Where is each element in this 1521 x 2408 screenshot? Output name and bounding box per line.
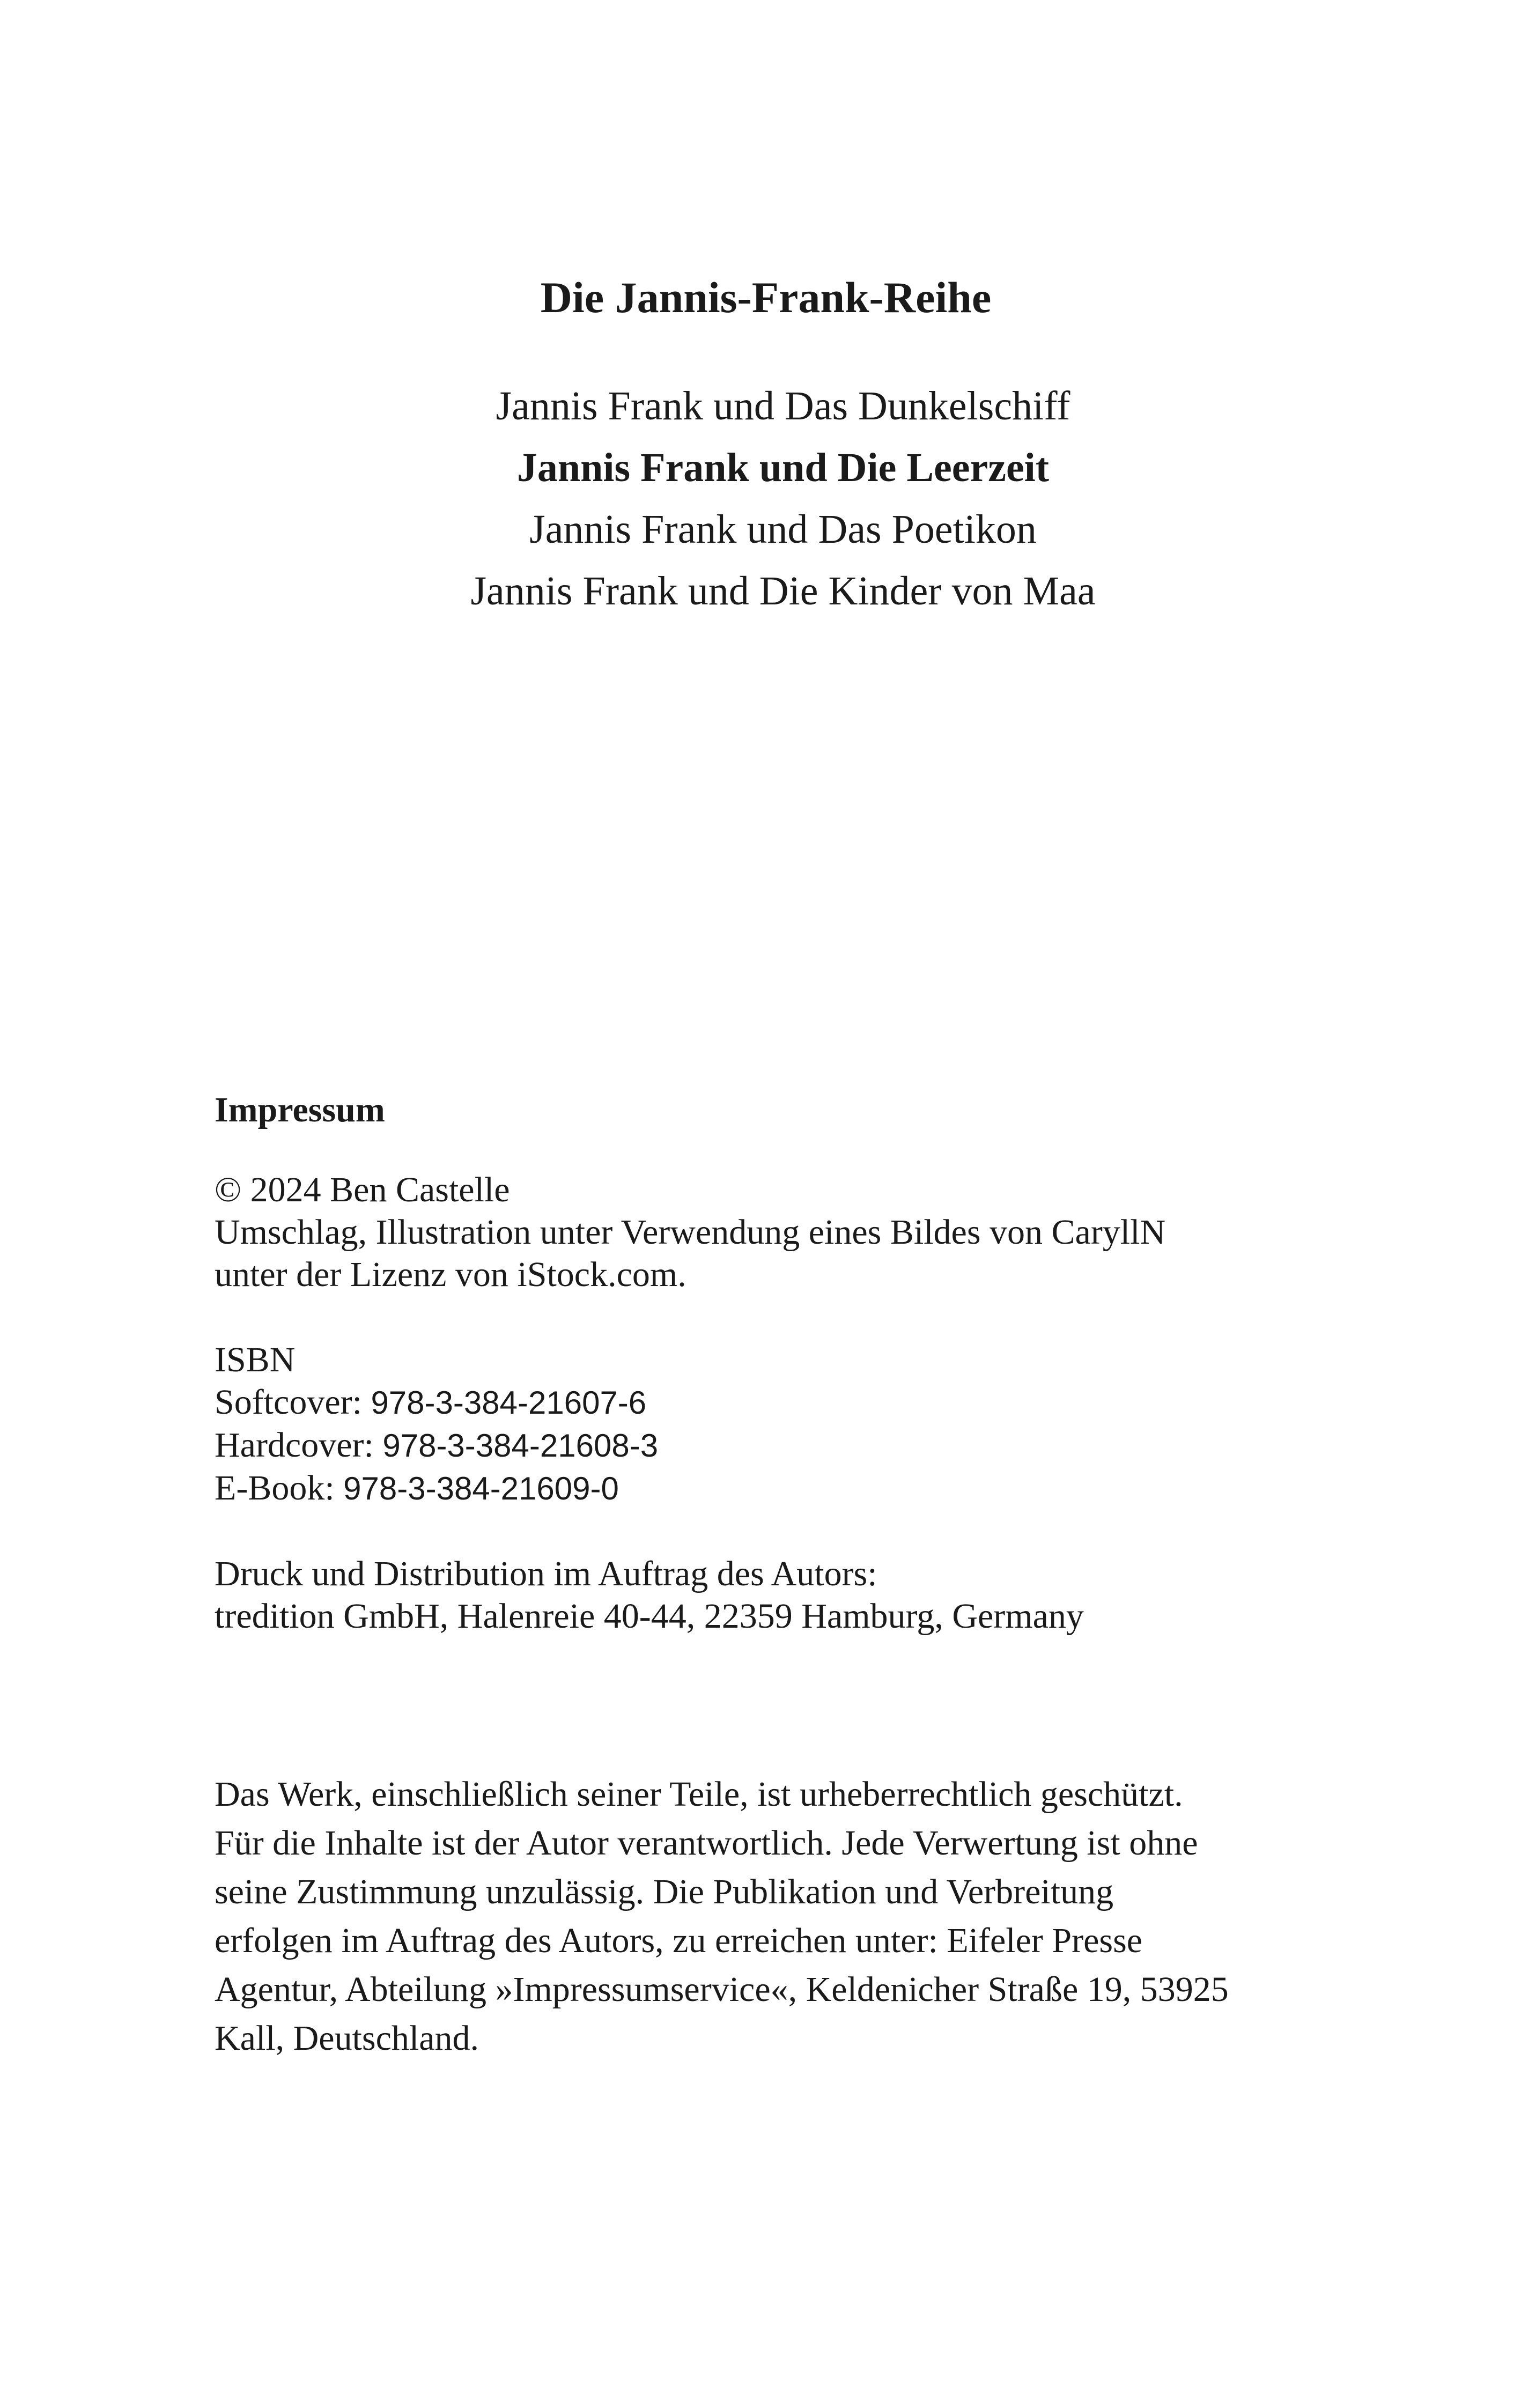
imprint-heading: Impressum [215,1090,385,1129]
isbn-hardcover-number: 978-3-384-21608-3 [382,1428,659,1464]
isbn-softcover [215,1381,1319,1424]
book-title-3: Jannis Frank und Das Poetikon [529,507,1037,552]
isbn-block [215,1339,1319,1510]
series-book-list [0,375,1521,622]
isbn-hardcover-label: Hardcover: [215,1425,383,1465]
legal-line-3: seine Zustimmung unzulässig. Die Publikation und Verbreitung [215,1872,1114,1911]
distribution-line-1: Druck und Distribution im Auftrag des Autors: [215,1554,877,1593]
imprint-section [215,1089,1319,1680]
isbn-softcover-number: 978-3-384-21607-6 [371,1385,647,1421]
legal-line-5: Agentur, Abteilung »Impressumservice«, Keldenicher Straße 19, 53925 [215,1970,1229,2009]
isbn-softcover-label: Softcover: [215,1383,371,1422]
legal-line-6: Kall, Deutschland. [215,2019,479,2058]
distribution-line-2: tredition GmbH, Halenreie 40-44, 22359 Hamburg, Germany [215,1597,1084,1636]
isbn-hardcover [215,1424,1319,1467]
book-title-1: Jannis Frank und Das Dunkelschiff [496,383,1070,429]
distribution-block [215,1553,1319,1637]
book-title-current: Jannis Frank und Die Leerzeit [516,445,1050,490]
cover-credit-line-2: unter der Lizenz von iStock.com. [215,1255,686,1294]
legal-line-4: erfolgen im Auftrag des Autors, zu erreichen unter: Eifeler Presse [215,1921,1143,1960]
cover-credit-line-1: Umschlag, Illustration unter Verwendung eines Bildes von CaryllN [215,1213,1166,1252]
legal-line-2: Für die Inhalte ist der Autor verantwortlich. Jede Verwertung ist ohne [215,1823,1198,1863]
book-title-4: Jannis Frank und Die Kinder von Maa [470,568,1096,614]
legal-line-1: Das Werk, einschließlich seiner Teile, ist urheberrechtlich geschützt. [215,1775,1183,1814]
isbn-ebook-number: 978-3-384-21609-0 [343,1471,619,1506]
isbn-label: ISBN [215,1340,296,1379]
legal-notice [215,1770,1319,2063]
copyright-block [215,1169,1319,1296]
copyright-line: © 2024 Ben Castelle [215,1170,510,1209]
series-title: Die Jannis-Frank-Reihe [540,273,992,322]
isbn-ebook-label: E-Book: [215,1468,344,1508]
isbn-ebook [215,1467,1319,1510]
